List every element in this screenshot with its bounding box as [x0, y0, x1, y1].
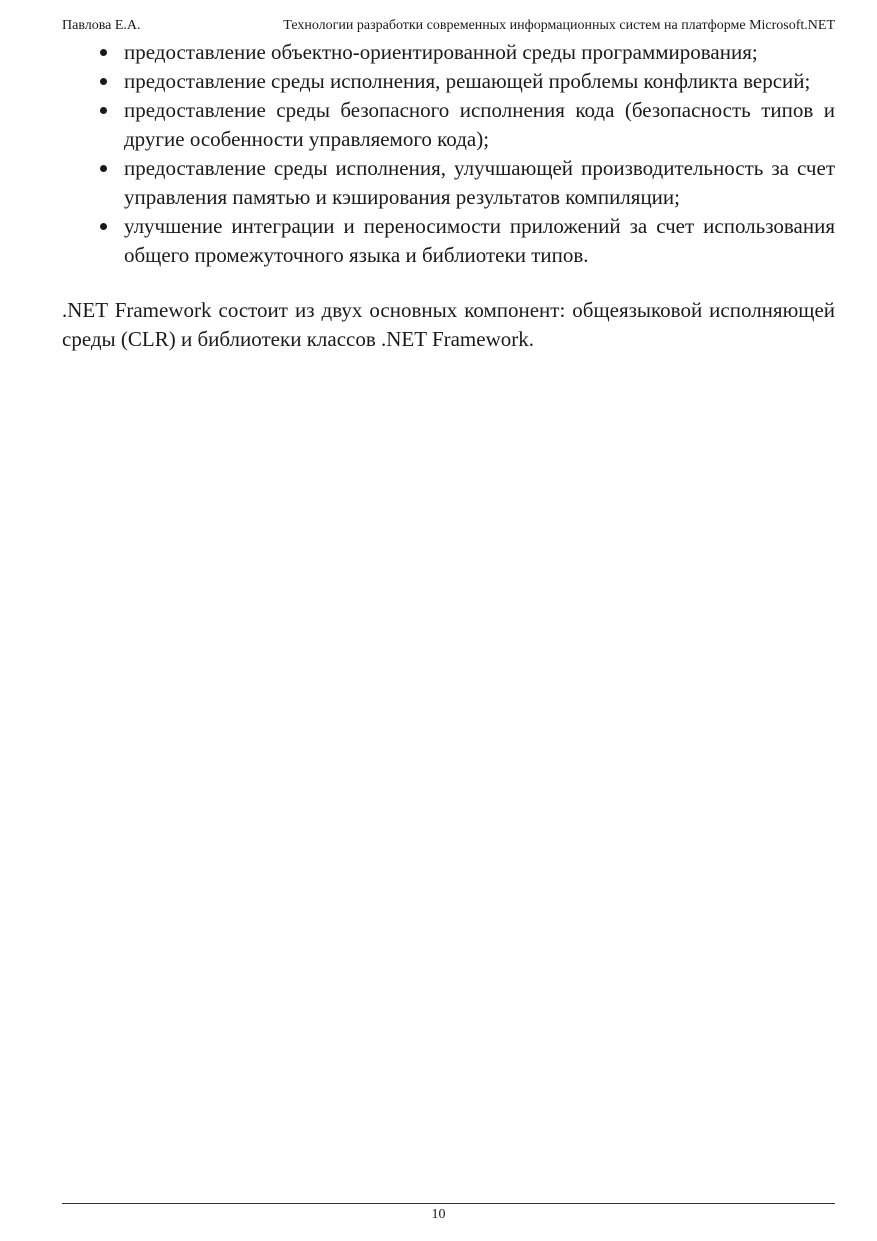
bullet-icon — [100, 223, 107, 230]
page-content — [62, 38, 835, 354]
list-item-text: предоставление среды безопасного исполнения кода (безопасность типов и другие особенности управляемого кода); — [124, 98, 835, 151]
header-author: Павлова Е.А. — [62, 18, 141, 33]
footer-divider — [62, 1203, 835, 1204]
list-item-text: предоставление среды исполнения, улучшающей производительность за счет управления памятью и кэширования результатов компиляции; — [124, 156, 835, 209]
bullet-list — [62, 38, 835, 270]
list-item — [62, 96, 835, 154]
list-item-text: предоставление среды исполнения, решающей проблемы конфликта версий; — [124, 69, 811, 93]
list-item — [62, 212, 835, 270]
page-number: 10 — [431, 1207, 446, 1222]
list-item — [62, 154, 835, 212]
body-paragraph: .NET Framework состоит из двух основных компонент: общеязыковой исполняющей среды (CLR) и библиотеки классов .NET Framework. — [62, 298, 835, 351]
list-item — [62, 67, 835, 96]
bullet-icon — [100, 49, 107, 56]
bullet-icon — [100, 78, 107, 85]
header-title: Технологии разработки современных информационных систем на платформе Microsoft.NET — [283, 18, 835, 33]
page-header — [62, 16, 835, 36]
bullet-icon — [100, 107, 107, 114]
list-item — [62, 38, 835, 67]
list-item-text: предоставление объектно-ориентированной среды программирования; — [124, 40, 758, 64]
bullet-icon — [100, 165, 107, 172]
list-item-text: улучшение интеграции и переносимости приложений за счет использования общего промежуточного языка и библиотеки типов. — [124, 214, 835, 267]
